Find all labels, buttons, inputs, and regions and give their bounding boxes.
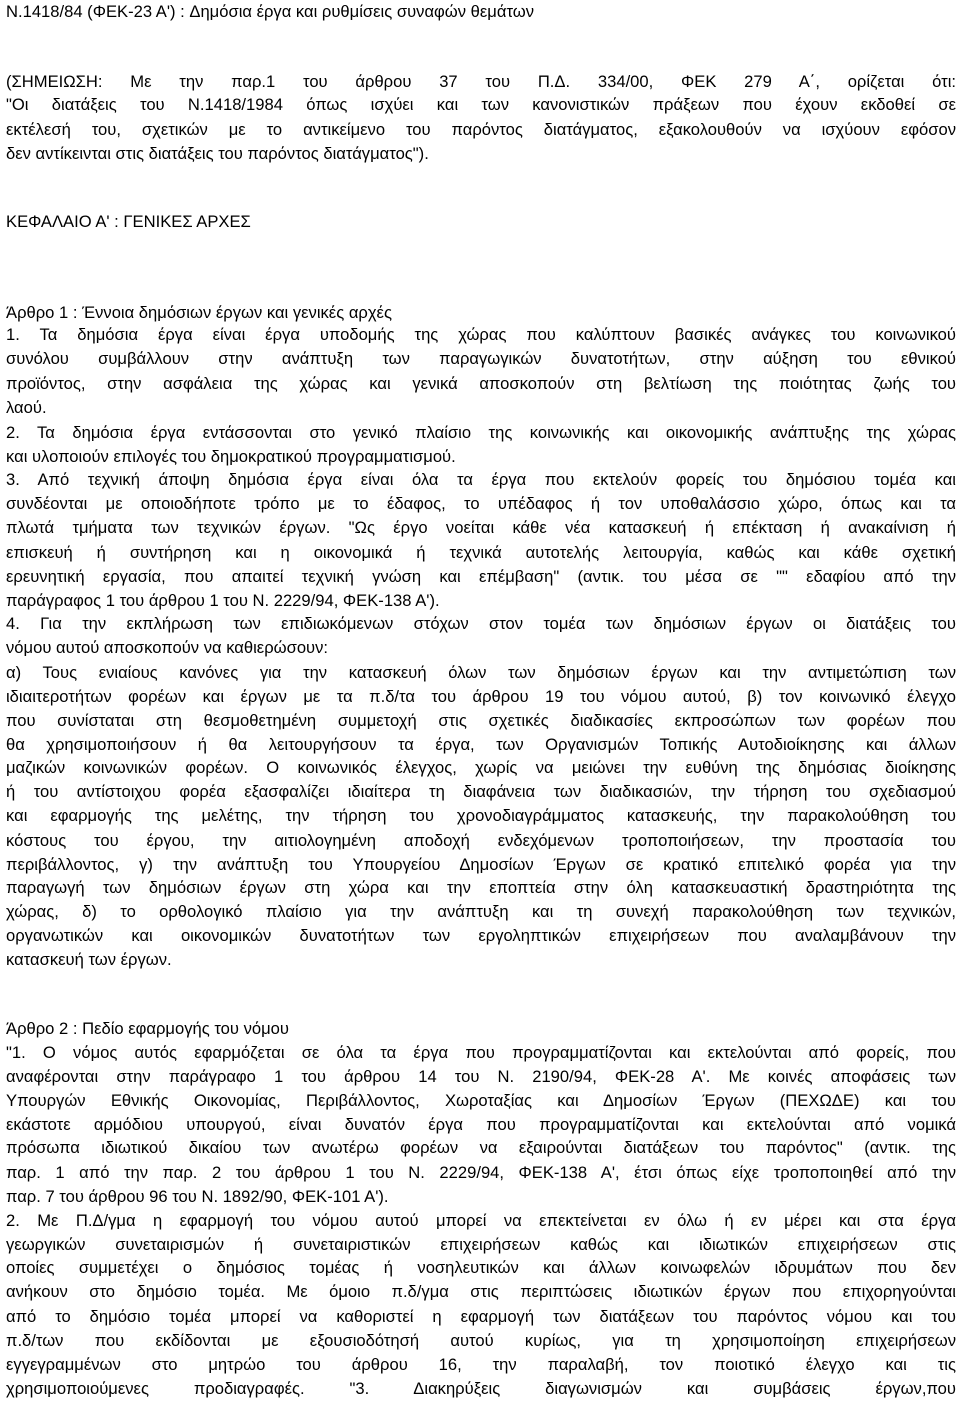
document-title: N.1418/84 (ΦΕΚ-23 Α') : Δημόσια έργα και ρυθμίσεις συναφών θεμάτων <box>6 2 535 21</box>
text-line: παρ. 1 από την παρ. 2 του άρθρου 1 του Ν. 2229/94, ΦΕΚ-138 Α', έτσι όπως είχε τροποποιηθεί από την <box>6 1163 956 1182</box>
text-line: ερευνητική εργασία, που απαιτεί τεχνική γνώση και επέμβαση" (αντικ. του μέσα σε "" εδαφίου από την <box>6 567 956 586</box>
text-line: συνδέονται με οποιοδήποτε τρόπο με το έδαφος, το υπέδαφος ή τον υποθαλάσσιο χώρο, όπως και τα <box>6 494 956 513</box>
text-line: 1. Τα δημόσια έργα είναι έργα υποδομής της χώρας που καλύπτουν βασικές ανάγκες του κοινωνικού <box>6 325 956 344</box>
text-line: πρόσωπα ιδιωτικού δικαίου των ανωτέρω φορέων να εξαιρούνται διατάξεων του παρόντος" (αντικ. της <box>6 1138 956 1157</box>
text-line: επισκευή ή συντήρηση και η οικονομικά ή τεχνικά αυτοτελής λειτουργία, καθώς και κάθε σχετική <box>6 543 956 562</box>
note-line: (ΣΗΜΕΙΩΣΗ: Με την παρ.1 του άρθρου 37 του Π.Δ. 334/00, ΦΕΚ 279 Α΄, ορίζεται ότι: <box>6 72 956 91</box>
text-line: παρ. 7 του άρθρου 96 του Ν. 1892/90, ΦΕΚ-101 Α'). <box>6 1187 389 1206</box>
text-line: Υπουργών Εθνικής Οικονομίας, Περιβάλλοντος, Χωροταξίας και Δημοσίων Έργων (ΠΕΧΩΔΕ) και του <box>6 1091 956 1110</box>
text-line: 3. Από τεχνική άποψη δημόσια έργα είναι όλα τα έργα που εκτελούν φορείς του δημόσιου τομέα και <box>6 470 956 489</box>
text-line: ιδιαιτεροτήτων φορέων και έργων με τα π.δ/τα του άρθρου 19 του νόμου αυτού, β) τον κοινωνικό έλεγχο <box>6 687 956 706</box>
text-line: που συνίσταται στη θεσμοθετημένη συμμετοχή στις σχετικές διαδικασίες εκπροσώπων των φορέων που <box>6 711 956 730</box>
text-line: εκάστοτε αρμόδιου υπουργού, είναι δυνατόν έργα που προγραμματίζονται και εκτελούνται από νομικά <box>6 1115 956 1134</box>
text-line: αναφέρονται στην παράγραφο 1 του άρθρου 14 του Ν. 2190/94, ΦΕΚ-28 Α'. Με κοινές αποφάσεις των <box>6 1067 956 1086</box>
text-line: προϊόντος, στην ασφάλεια της χώρας και γενικά αποσκοπούν στη βελτίωση της ποιότητας ζωής του <box>6 374 956 393</box>
text-line: χρησιμοποιούμενες προδιαγραφές. "3. Διακηρύξεις διαγωνισμών και συμβάσεις έργων,που <box>6 1379 956 1398</box>
text-line: και υλοποιούν επιλογές του δημοκρατικού προγραμματισμού. <box>6 447 456 466</box>
note-line: "Οι διατάξεις του Ν.1418/1984 όπως ισχύει και των κανονιστικών πράξεων που έχουν εκδοθεί σε <box>6 95 956 114</box>
text-line: "1. Ο νόμος αυτός εφαρμόζεται σε όλα τα έργα που προγραμματίζονται και εκτελούνται από φορείς, που <box>6 1043 956 1062</box>
text-line: α) Τους ενιαίους κανόνες για την κατασκευή όλων των δημόσιων έργων και την αντιμετώπιση των <box>6 663 956 682</box>
text-line: ή του αντίστοιχου φορέα εξασφαλίζει ιδιαίτερα τη διαφάνεια των διαδικασιών, την τήρηση του σχεδιασμού <box>6 782 956 801</box>
text-line: περιβάλλοντος, γ) την ανάπτυξη του Υπουργείου Δημοσίων Έργων σε κρατικό επιτελικό φορέα για την <box>6 855 956 874</box>
text-line: γεωργικών συνεταιρισμών ή συνεταιριστικών επιχειρήσεων καθώς και ιδιωτικών επιχειρήσεων στις <box>6 1235 956 1254</box>
article-2-heading: Άρθρο 2 : Πεδίο εφαρμογής του νόμου <box>6 1019 289 1038</box>
text-line: χώρας, δ) το ορθολογικό πλαίσιο για την ανάπτυξη και τη συνεχή παρακολούθηση των τεχνικών, <box>6 902 956 921</box>
text-line: ανήκουν στο δημόσιο τομέα. Με όμοιο π.δ/γμα στις περιπτώσεις ιδιωτικών έργων που επιχορηγούνται <box>6 1282 956 1301</box>
note-line: δεν αντίκεινται στις διατάξεις του παρόντος διατάγματος"). <box>6 144 429 163</box>
text-line: π.δ/των που εκδίδονται με εξουσιοδότησή αυτού κυρίως, για τη χρησιμοποίηση επιχειρήσεων <box>6 1331 956 1350</box>
article-1-heading: Άρθρο 1 : Έννοια δημόσιων έργων και γενικές αρχές <box>6 303 392 322</box>
text-line: εγγεγραμμένων στο μητρώο του άρθρου 16, την παραλαβή, τον ποιοτικό έλεγχο και τις <box>6 1355 956 1374</box>
text-line: και εφαρμογής της μελέτης, την τήρηση του χρονοδιαγράμματος κατασκευής, την παρακολούθηση του <box>6 806 956 825</box>
text-line: παραγωγή των δημόσιων έργων στη χώρα και την εποπτεία στην όλη κατασκευαστική δραστηριότητα της <box>6 878 956 897</box>
text-line: θα χρησιμοποιήσουν ή θα λειτουργήσουν τα έργα, των Οργανισμών Τοπικής Αυτοδιοίκησης και άλλων <box>6 735 956 754</box>
text-line: κόστους του έργου, την αιτιολογημένη αποδοχή ενδεχόμενων τροποποιήσεων, την προστασία του <box>6 831 956 850</box>
text-line: οργανωτικών και οικονομικών δυνατοτήτων των εργοληπτικών επιχειρήσεων που αναλαμβάνουν την <box>6 926 956 945</box>
text-line: λαού. <box>6 398 47 417</box>
note-line: εκτέλεσή του, σχετικών με το αντικείμενο του παρόντος διατάγματος, εξακολουθούν να ισχύουν εφόσον <box>6 120 956 139</box>
text-line: 2. Με Π.Δ/γμα η εφαρμογή του νόμου αυτού μπορεί να επεκτείνεται εν όλω ή εν μέρει και στα έργα <box>6 1211 956 1230</box>
text-line: 4. Για την εκπλήρωση των επιδιωκόμενων στόχων στον τομέα των δημόσιων έργων οι διατάξεις του <box>6 614 956 633</box>
text-line: συνόλου συμβάλλουν στην ανάπτυξη των παραγωγικών δυνατοτήτων, στην αύξηση του εθνικού <box>6 349 956 368</box>
text-line: πλωτά τμήματα των τεχνικών έργων. "Ως έργο νοείται κάθε νέα κατασκευή ή επέκταση ή ανακαίνιση ή <box>6 518 956 537</box>
text-line: κατασκευή των έργων. <box>6 950 172 969</box>
text-line: οποίες συμμετέχει ο δημόσιος τομέας ή νοσηλευτικών και άλλων κοινωφελών ιδρυμάτων που δεν <box>6 1258 956 1277</box>
text-line: παράγραφος 1 του άρθρου 1 του Ν. 2229/94, ΦΕΚ-138 Α'). <box>6 591 440 610</box>
text-line: μαζικών κοινωνικών φορέων. Ο κοινωνικός έλεγχος, χωρίς να μειώνει την ευθύνη της δημόσιας διοίκησης <box>6 758 956 777</box>
text-line: νόμου αυτού αποσκοπούν να καθιερώσουν: <box>6 638 329 657</box>
text-line: από το δημόσιο τομέα μπορεί να καθοριστεί η εφαρμογή των διατάξεων του παρόντος νόμου και του <box>6 1307 956 1326</box>
chapter-heading: ΚΕΦΑΛΑΙΟ Α' : ΓΕΝΙΚΕΣ ΑΡΧΕΣ <box>6 212 251 231</box>
text-line: 2. Τα δημόσια έργα εντάσσονται στο γενικό πλαίσιο της κοινωνικής και οικονομικής ανάπτυξης της χώρας <box>6 423 956 442</box>
document-page <box>6 0 956 1407</box>
